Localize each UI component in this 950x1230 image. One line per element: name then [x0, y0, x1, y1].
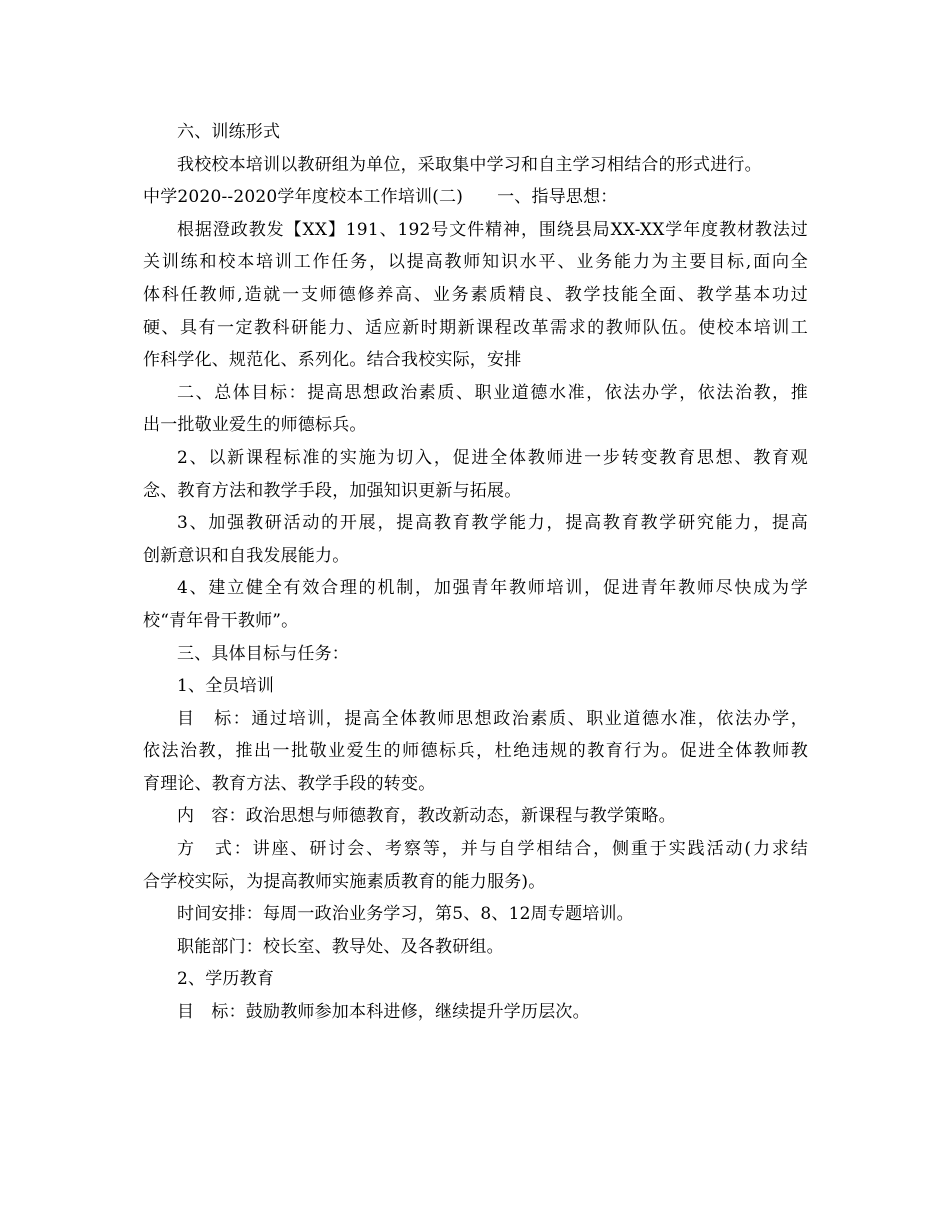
- paragraph-line: 念、教育方法和教学手段，加强知识更新与拓展。: [143, 480, 522, 501]
- paragraph-line: 合学校实际，为提高教师实施素质教育的能力服务)。: [143, 871, 546, 892]
- paragraph-line: 硬、具有一定教科研能力、适应新时期新课程改革需求的教师队伍。使校本培训工: [143, 317, 808, 338]
- document-body: [143, 116, 808, 1029]
- paragraph-line: 目 标：通过培训，提高全体教师思想政治素质、职业道德水准，依法办学，: [177, 708, 808, 729]
- paragraph-line: 出一批敬业爱生的师德标兵。: [143, 415, 367, 436]
- paragraph-line: 作科学化、规范化、系列化。结合我校实际，安排: [143, 350, 522, 371]
- paragraph-line: 2、以新课程标准的实施为切入，促进全体教师进一步转变教育思想、教育观: [177, 447, 808, 468]
- paragraph-line: 依法治教，推出一批敬业爱生的师德标兵，杜绝违规的教育行为。促进全体教师教: [143, 741, 808, 762]
- paragraph-line: 4、建立健全有效合理的机制，加强青年教师培训，促进青年教师尽快成为学: [177, 578, 808, 599]
- document-title: 中学2020--2020学年度校本工作培训(二): [143, 187, 464, 208]
- paragraph-line: 内 容：政治思想与师德教育，教改新动态，新课程与教学策略。: [177, 806, 676, 827]
- paragraph-line: 校“青年骨干教师”。: [143, 610, 299, 631]
- paragraph-line: 方 式：讲座、研讨会、考察等，并与自学相结合，侧重于实践活动(力求结: [177, 839, 808, 860]
- paragraph-line: 体科任教师,造就一支师德修养高、业务素质精良、教学技能全面、教学基本功过: [143, 284, 808, 305]
- paragraph-line: [143, 181, 808, 214]
- paragraph-line: 时间安排：每周一政治业务学习，第5、8、12周专题培训。: [177, 904, 634, 925]
- paragraph-line: 创新意识和自我发展能力。: [143, 545, 350, 566]
- section-heading-guiding-ideology: 一、指导思想：: [497, 187, 618, 208]
- subsection-heading-academic-education: 2、学历教育: [177, 969, 275, 990]
- section-heading-specific-goals: 三、具体目标与任务：: [177, 643, 349, 664]
- section-heading-training-form: 六、训练形式: [177, 122, 281, 142]
- paragraph-line: 育理论、教育方法、教学手段的转变。: [143, 773, 436, 794]
- paragraph-line: 目 标：鼓励教师参加本科进修，继续提升学历层次。: [177, 1002, 590, 1023]
- subsection-heading-all-staff-training: 1、全员培训: [177, 676, 275, 697]
- paragraph-line: 二、总体目标：提高思想政治素质、职业道德水准，依法办学，依法治教，推: [177, 382, 808, 403]
- paragraph-line: 关训练和校本培训工作任务，以提高教师知识水平、业务能力为主要目标,面向全: [143, 252, 808, 273]
- paragraph-line: 3、加强教研活动的开展，提高教育教学能力，提高教育教学研究能力，提高: [177, 513, 808, 534]
- paragraph-line: 职能部门：校长室、教导处、及各教研组。: [177, 936, 504, 957]
- paragraph-line: 我校校本培训以教研组为单位，采取集中学习和自主学习相结合的形式进行。: [177, 154, 762, 175]
- paragraph-line: 根据澄政教发【XX】191、192号文件精神，围绕县局XX-XX学年度教材教法过: [177, 219, 808, 240]
